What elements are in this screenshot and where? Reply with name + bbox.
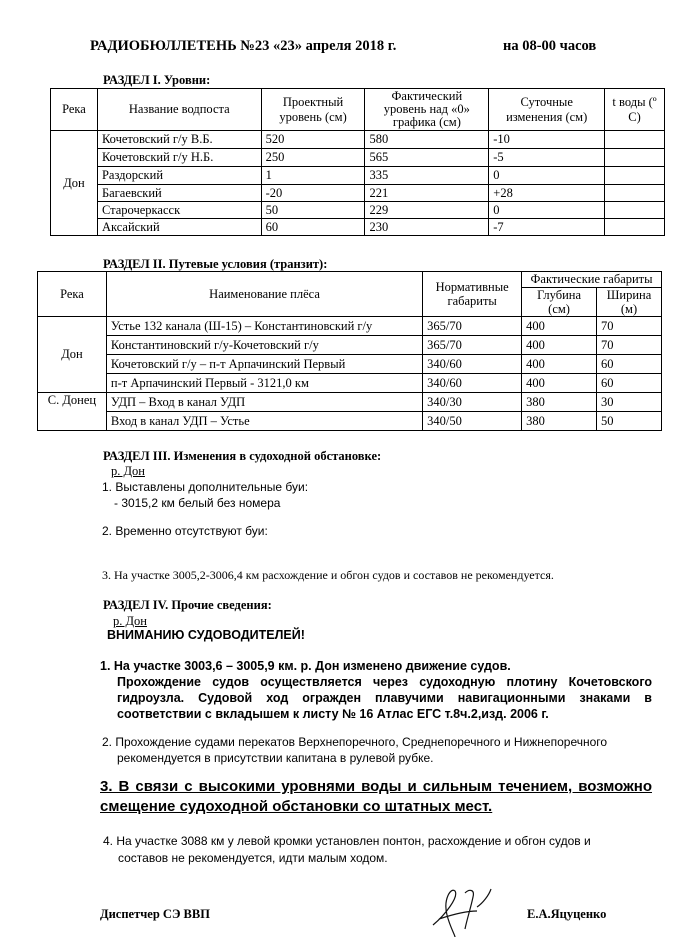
levels-project-cell: 1 — [261, 167, 365, 185]
section4-attention: ВНИМАНИЮ СУДОВОДИТЕЛЕЙ! — [107, 628, 305, 642]
section4-item3: 3. В связи с высокими уровнями воды и сильным течением, возможно смещение судоходной обстановки со штатных мест. — [100, 778, 652, 815]
transit-width-cell: 70 — [597, 317, 662, 336]
section3-item1: 1. Выставлены дополнительные буи: — [102, 480, 309, 494]
levels-name-cell: Кочетовский г/у В.Б. — [97, 131, 261, 149]
levels-header-actual: Фактический уровень над «0» графика (см) — [365, 89, 489, 131]
levels-name-cell: Раздорский — [97, 167, 261, 185]
levels-daily-cell: 0 — [489, 202, 605, 219]
levels-actual-cell: 335 — [365, 167, 489, 185]
transit-width-cell: 60 — [597, 355, 662, 374]
transit-header-actual: Фактические габариты — [522, 272, 662, 288]
levels-daily-cell: 0 — [489, 167, 605, 185]
levels-project-cell: 50 — [261, 202, 365, 219]
transit-river-cell: Дон — [38, 317, 107, 393]
levels-header-river: Река — [51, 89, 98, 131]
section4-title: РАЗДЕЛ IV. Прочие сведения: — [103, 598, 272, 612]
bulletin-title — [90, 38, 597, 55]
levels-header-daily: Суточные изменения (см) — [489, 89, 605, 131]
levels-header-project: Проектный уровень (см) — [261, 89, 365, 131]
transit-norm-cell: 365/70 — [423, 317, 522, 336]
section3-item1-sub: - 3015,2 км белый без номера — [114, 496, 281, 510]
levels-daily-cell: -10 — [489, 131, 605, 149]
signer-name: Е.А.Яцуценко — [527, 907, 607, 921]
section4-item4-line1: 4. На участке 3088 км у левой кромки установлен понтон, расхождение и обгон судов и — [103, 834, 591, 848]
levels-project-cell: -20 — [261, 185, 365, 202]
levels-name-cell: Кочетовский г/у Н.Б. — [97, 149, 261, 167]
table-row — [38, 317, 662, 336]
section3-river: р. Дон — [111, 464, 145, 478]
section4-item4-line2: составов не рекомендуется, идти малым ходом. — [118, 851, 388, 865]
transit-header-river: Река — [38, 272, 107, 317]
levels-temp-cell — [605, 149, 665, 167]
bulletin-title-text: РАДИОБЮЛЛЕТЕНЬ №23 «23» апреля 2018 г. — [90, 38, 397, 54]
section4-item1-body: Прохождение судов осуществляется через судоходную плотину Кочетовского гидроузла. Судовой ход огражден плавучими навигационными знаками в соответствии с вкладышем к листу № 16 Атлас ЕГС т.8ч.2,изд. 2006 г. — [117, 675, 652, 721]
section2-title: РАЗДЕЛ II. Путевые условия (транзит): — [103, 257, 328, 271]
levels-project-cell: 60 — [261, 219, 365, 236]
transit-width-cell: 30 — [597, 393, 662, 412]
transit-header-depth: Глубина (см) — [522, 288, 597, 317]
transit-depth-cell: 380 — [522, 393, 597, 412]
section4-item1-title: 1. На участке 3003,6 – 3005,9 км. р. Дон изменено движение судов. — [100, 659, 511, 673]
levels-actual-cell: 230 — [365, 219, 489, 236]
transit-river-cell: С. Донец — [38, 393, 107, 431]
transit-depth-cell: 400 — [522, 374, 597, 393]
levels-name-cell: Багаевский — [97, 185, 261, 202]
table-row — [51, 149, 665, 167]
section3-item3: 3. На участке 3005,2-3006,4 км расхождение и обгон судов и составов не рекомендуется. — [102, 568, 554, 582]
transit-width-cell: 70 — [597, 336, 662, 355]
table-row — [51, 202, 665, 219]
transit-header-row — [38, 272, 662, 288]
levels-table — [50, 88, 665, 236]
transit-depth-cell: 380 — [522, 412, 597, 431]
levels-header-row — [51, 89, 665, 131]
table-row — [38, 393, 662, 412]
transit-norm-cell: 340/50 — [423, 412, 522, 431]
transit-header-norm: Нормативные габариты — [423, 272, 522, 317]
levels-project-cell: 520 — [261, 131, 365, 149]
transit-norm-cell: 340/60 — [423, 374, 522, 393]
levels-temp-cell — [605, 185, 665, 202]
levels-temp-cell — [605, 131, 665, 149]
levels-temp-cell — [605, 202, 665, 219]
transit-table — [37, 271, 662, 431]
levels-actual-cell: 221 — [365, 185, 489, 202]
table-row — [38, 336, 662, 355]
table-row — [51, 219, 665, 236]
levels-header-temp: t воды (º С) — [605, 89, 665, 131]
levels-name-cell: Аксайский — [97, 219, 261, 236]
transit-reach-cell: Устье 132 канала (Ш-15) – Константиновский г/у — [106, 317, 422, 336]
transit-reach-cell: п-т Арпачинский Первый - 3121,0 км — [106, 374, 422, 393]
table-row — [51, 131, 665, 149]
transit-depth-cell: 400 — [522, 355, 597, 374]
table-row — [38, 374, 662, 393]
transit-width-cell: 50 — [597, 412, 662, 431]
section3-item2: 2. Временно отсутствуют буи: — [102, 524, 268, 538]
levels-daily-cell: -7 — [489, 219, 605, 236]
transit-depth-cell: 400 — [522, 317, 597, 336]
levels-daily-cell: -5 — [489, 149, 605, 167]
levels-actual-cell: 580 — [365, 131, 489, 149]
levels-name-cell: Старочеркасск — [97, 202, 261, 219]
levels-actual-cell: 565 — [365, 149, 489, 167]
transit-reach-cell: Вход в канал УДП – Устье — [106, 412, 422, 431]
levels-river-cell: Дон — [51, 131, 98, 236]
section4-river: р. Дон — [113, 614, 147, 628]
table-row — [51, 185, 665, 202]
transit-reach-cell: Константиновский г/у-Кочетовский г/у — [106, 336, 422, 355]
transit-header-width: Ширина (м) — [597, 288, 662, 317]
section4-item2-line2: рекомендуется в присутствии капитана в рулевой рубке. — [117, 751, 434, 765]
levels-header-name: Название водпоста — [97, 89, 261, 131]
transit-header-reach: Наименование плёса — [106, 272, 422, 317]
transit-norm-cell: 340/30 — [423, 393, 522, 412]
section1-title: РАЗДЕЛ I. Уровни: — [103, 73, 211, 87]
transit-width-cell: 60 — [597, 374, 662, 393]
levels-actual-cell: 229 — [365, 202, 489, 219]
section3-title: РАЗДЕЛ III. Изменения в судоходной обстановке: — [103, 449, 382, 463]
transit-reach-cell: УДП – Вход в канал УДП — [106, 393, 422, 412]
levels-temp-cell — [605, 219, 665, 236]
table-row — [38, 355, 662, 374]
transit-reach-cell: Кочетовский г/у – п-т Арпачинский Первый — [106, 355, 422, 374]
table-row — [38, 412, 662, 431]
bulletin-time: на 08-00 часов — [503, 38, 597, 54]
table-row — [51, 167, 665, 185]
transit-depth-cell: 400 — [522, 336, 597, 355]
levels-daily-cell: +28 — [489, 185, 605, 202]
dispatcher-label: Диспетчер СЭ ВВП — [100, 907, 210, 921]
section4-item2-line1: 2. Прохождение судами перекатов Верхнепоречного, Среднепоречного и Нижнепоречного — [102, 735, 608, 749]
levels-project-cell: 250 — [261, 149, 365, 167]
signature-icon — [425, 885, 500, 940]
transit-norm-cell: 340/60 — [423, 355, 522, 374]
levels-temp-cell — [605, 167, 665, 185]
transit-norm-cell: 365/70 — [423, 336, 522, 355]
